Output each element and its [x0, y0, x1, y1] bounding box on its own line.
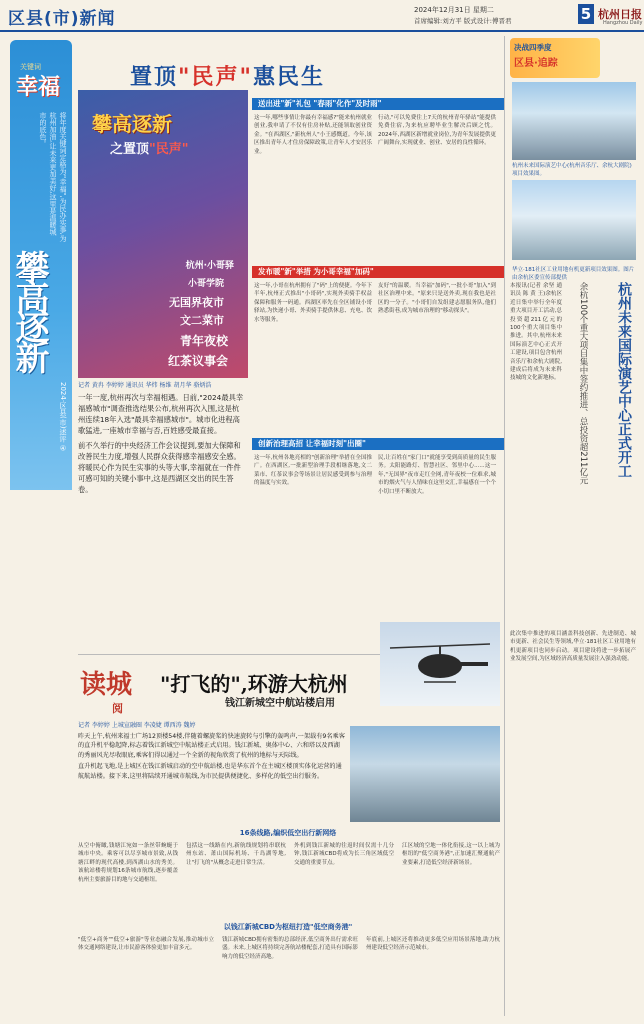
feature-col-f: 民,让百姓在"家门口"就能享受到高质量的民生服务。太阳能路灯、智慧社区、邻里中心......这一年,"无国界"夜市走红全网,青年夜校一位难求,城市的烟火气与人情味在这里交汇,幸福感在一个个小切口里不断放大。 [378, 455, 496, 495]
headline-pre: 置顶 [130, 64, 179, 90]
lower-col-d: 江区域的空地一体化衔接,这一以上城为枢纽的"低空商务港",正加速汇聚通航产业要素,打造低空经济新场景。 [402, 843, 500, 866]
cbd-aerial-photo [350, 726, 500, 822]
headline-post: 惠民生 [252, 64, 325, 90]
photo-subtitle-pre: 之置顶 [110, 142, 150, 157]
feature-col-c: 这一年,小哥在杭州拥有了"码"上的便捷。今年下半年,杭州正式推出"小哥码",实现外卖骑手权益保障和服务一码通。西湖区率先在全区铺设小哥驿站,为快递小哥、外卖骑手提供休息、充电、饮水等服务。 [254, 283, 372, 323]
series-label: 2024·区县(市)述评 ④ [59, 382, 67, 453]
industrial-renewal-photo [512, 180, 636, 260]
sidebar-brush-title: 攀高逐新 [9, 250, 49, 370]
feature-intro-p1: 一年一度,杭州再次与幸福相遇。日前,"2024最具幸福感城市"调查推选结果公布,杭州再次入围,这是杭州连续18年入选"最具幸福感城市"。城市化进程高歌猛进,一座城市幸福与否,百姓感受最直接。 [78, 393, 244, 435]
photo-overlay-6: 红茶议事会 [167, 354, 228, 368]
photo-subtitle-red: "民声" [149, 142, 189, 157]
sidebar-vertical-text: 将年度关键词定格为"幸福",为民办实事,为杭州加油,让未来更加美好,这里是温暖城市的底色。 [39, 112, 67, 242]
keyword-label: 关键词 [20, 63, 41, 71]
lower-col-b: 包括这一线路在内,新航线规划将串联杭州东站、萧山国际机场、千岛湖等地,让"打飞的"从概念走进日常生活。 [186, 843, 286, 866]
feature-col-d: 友好"的温暖。当幸福"加码",一批小哥"加入"到社区治理中来。"原来只是送外卖,现在我也是社区的一分子。"小哥们自发组建志愿服务队,他们熟悉街巷,成为城市治理的"移动探头"。 [378, 283, 496, 315]
photo-subtitle [110, 138, 189, 157]
reading-byline: 记者 李婷婷 上城宣融圈 李凌婕 谭西涛 魏婷 [78, 722, 196, 729]
photo-overlay-1: 杭州·小哥驿 [185, 261, 234, 271]
editor-credits: 首席编辑:刘方平 版式设计:傅晋君 [414, 17, 512, 25]
section-bar-1: 送出进"新"礼包 "春雨"化作"及时雨" [252, 98, 504, 110]
feature-col-e: 这一年,杭州各地亮相的"创新治理"举措在全国推广。在西湖区,一批新型治理手段相继落地,文二菜市、红茶议事会等场景让居民感受到参与治理的温度与实效。 [254, 455, 372, 487]
right-body-bottom: 此次集中推进的项目涵盖科技创新、先进制造、城市更新、社会民生等领域,华立·181社区工业用地有机更新项目也同步启动。项目建设将进一步拓展产业发展空间,为区域经济高质量发展注入强劲动能。 [510, 631, 636, 663]
right-headline: 杭州未来国际演艺中心正式开工 [616, 282, 632, 478]
page-number: 5 [578, 4, 594, 24]
tracking-tag-line2: 区县·追踪 [514, 58, 558, 69]
feature-intro [78, 392, 246, 495]
section-bar-3: 创新治理高招 让幸福时刻"出圈" [252, 438, 504, 450]
feature-col-a: 这一年,哪些事情让你最有幸福感?"能来杭州就业创业,我申请了不仅有住房补贴,还能领取创业资金。"在西湖区,"新杭州人"小王感慨道。今年,该区推出青年人才住房保障政策,让青年人才安居乐业。 [254, 115, 372, 155]
feature-intro-p2: 前不久举行的中央经济工作会议提到,要加大保障和改善民生力度,增强人民群众获得感幸福感安全感。将暖民心作为民生实事的头等大事,幸福就在一件件可感可知的关键小事中,这是西湖区交出的民生答卷。 [78, 441, 241, 494]
lower-col-f: 钱江新城CBD拥有密集的总部经济,低空商务出行需求旺盛。未来,上城区将持续完善航站楼配套,打造具有国际影响力的低空经济高地。 [222, 937, 358, 960]
right-deck: 余杭100个重大项目集中签约推进、总投资超211亿元 [578, 282, 588, 485]
feature-headline [130, 60, 430, 91]
helicopter-icon [380, 622, 500, 706]
reading-intro [78, 732, 346, 781]
tracking-tag-line1: 决战四季度 [514, 43, 552, 52]
right-body-top: 本报讯(记者 余坚 通讯员 陈 黄 王)余杭区近日集中举行全年度重大项目开工活动,总投资超211亿元的100个重大项目集中推进。其中,杭州未来国际演艺中心正式开工建设,项目包含杭州音乐厅和余杭大剧院,建成后将成为未来科技城的文化新地标。 [510, 283, 562, 382]
feature-photo [78, 90, 248, 378]
reading-headline: "打飞的",环游大杭州 [160, 672, 348, 696]
photo-overlay-4: 文二菜市 [180, 314, 224, 327]
lower-col-g: 年底前,上城区还将推动更多低空应用场景落地,助力杭州建设低空经济示范城市。 [366, 937, 500, 952]
performing-arts-center-photo [512, 82, 636, 160]
reading-logo-small: 阅 [112, 702, 123, 715]
feature-byline: 记者 黄冉 李婷婷 通讯员 华炜 杨维 胡月华 骆炳浩 [78, 382, 212, 389]
newspaper-logo: 杭州日报 [598, 8, 642, 21]
column-divider [504, 36, 505, 1016]
newspaper-logo-en: Hangzhou Daily [603, 20, 643, 26]
photo-overlay-5: 青年夜校 [179, 334, 228, 348]
section-bar-2: 发布暖"新"举措 为小哥幸福"加码" [252, 266, 504, 278]
reading-intro-p2: 直升机起飞地,是上城区在钱江新城启动的空中航站楼,也是华东首个在主城区楼顶实体化运营的通航航站楼。接下来,这里将陆续开通城市航线,为市民提供便捷化、多样化的低空出行服务。 [78, 763, 342, 780]
lower-col-e: "低空+商务""低空+旅游"等业态融合发展,推动城市立体交通网络建设,让市民游客体验更加丰富多元。 [78, 937, 214, 952]
helicopter-photo [380, 622, 500, 706]
keyword: 幸福 [16, 74, 61, 100]
lower-col-c: 外机到钱江新城的往返时间仅需十几分钟,钱江新城CBD将成为长三角区域低空交通的重要节点。 [294, 843, 394, 866]
reading-subhead-1: 16条线路,编织低空出行新网络 [239, 829, 337, 837]
photo-caption-1: 杭州未来国际演艺中心(杭州音乐厅、余杭大剧院)项目效果图。 [512, 163, 632, 177]
feature-col-b: 行动,"可以免费住上7天的杭州青年驿站"能提供免费住宿,为来杭应聘毕业生解决后顾之忧。2024年,西湖区新增就业岗位,为青年发展提供更广阔舞台,实现就业、创业、安居的良性循环。 [378, 115, 496, 147]
reading-subhead: 钱江新城空中航站楼启用 [225, 698, 335, 709]
section-title: 区县(市)新闻 [8, 9, 116, 29]
reading-logo: 读城 [80, 670, 133, 700]
photo-overlay-3: 无国界夜市 [169, 296, 224, 309]
headline-highlight: "民声" [178, 64, 253, 90]
photo-caption-2: 华立·181社区工业用地有机更新项目效果图。图片由余杭区委宣传部提供 [512, 267, 635, 281]
lower-col-a: 从空中俯瞰,钱塘江宛如一条丝带蜿蜒于城市中央。乘客可以尽享城市景致,从钱塘江畔的现代高楼,到西湖山水的秀美。该航站楼将规划16条城市航线,逐步覆盖杭州主要旅游目的地与交通枢纽。 [78, 843, 178, 883]
reading-intro-p1: 昨天上午,杭州来福士广场12顶楼54楼,伴随着螺旋桨的快速旋转与引擎的轰鸣声,一架载有9名乘客的直升机平稳起降,标志着钱江新城空中航站楼正式启用。钱江新城、奥体中心、六和塔以及西湖的秀丽风光尽收眼底,乘客们得以通过一个全新的视角欣赏了杭州的地标与天际线。 [78, 733, 345, 759]
photo-title: 攀高逐新 [92, 112, 172, 136]
photo-overlay-2: 小哥学院 [187, 279, 224, 289]
issue-date: 2024年12月31日 星期二 [414, 6, 494, 14]
reading-subhead-2: 以钱江新城CBD为枢纽打造"低空商务港" [223, 923, 353, 931]
